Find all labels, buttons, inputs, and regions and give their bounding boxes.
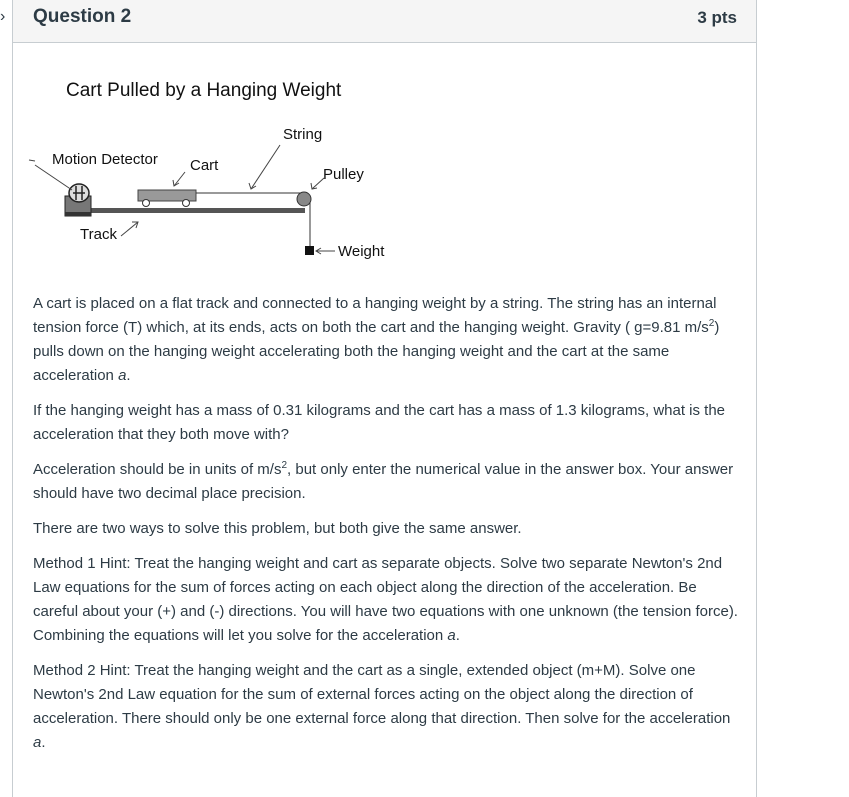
label-cart: Cart: [190, 157, 219, 174]
weight-graphic: [305, 246, 314, 255]
label-track: Track: [80, 226, 117, 243]
label-weight: Weight: [338, 243, 385, 260]
label-motion-detector: Motion Detector: [52, 151, 158, 168]
pulley-graphic: [297, 192, 311, 206]
question-points: 3 pts: [697, 8, 737, 27]
question-title: Question 2: [33, 6, 132, 27]
track-bar: [65, 208, 305, 213]
question-card: [12, 0, 757, 797]
cart-graphic: [138, 190, 196, 207]
label-string: String: [283, 126, 323, 143]
diagram-title: Cart Pulled by a Hanging Weight: [66, 80, 342, 101]
paragraph-two-ways: There are two ways to solve this problem, but both give the same answer.: [33, 520, 522, 537]
motion-detector-graphic: [65, 184, 91, 216]
chevron-right-icon[interactable]: ›: [0, 8, 6, 25]
paragraph-intro: A cart is placed on a flat track and connected to a hanging weight by a string. The string has an internal tension force (T) which, at its ends, acts on both the cart and the hanging weight. Gravity ( g=9.81 $m/s^2$) pulls down on the hanging weight accelerating both the hanging weight and the cart at the same acceleration a.: [33, 295, 720, 384]
question-body: [33, 292, 738, 766]
cart-diagram: [13, 0, 756, 300]
paragraph-method-2: Method 2 Hint: Treat the hanging weight and the cart as a single, extended object (m+M). Solve one Newton's 2nd Law equation for the sum of external forces acting on the object along the direction of acceleration. There should only be one external force along that direction. Then solve for the acceleration a.: [33, 662, 731, 751]
paragraph-method-1: Method 1 Hint: Treat the hanging weight and cart as separate objects. Solve two separate Newton's 2nd Law equations for the sum of forces acting on each object along the direction of the acceleration. Be careful about your (+) and (-) directions. You will have two equations with one unknown (the tension force). Combining the equations will let you solve for the acceleration a.: [33, 555, 738, 644]
paragraph-question: If the hanging weight has a mass of 0.31 kilograms and the cart has a mass of 1.3 kilograms, what is the acceleration that they both move with?: [33, 402, 726, 443]
label-pulley: Pulley: [323, 166, 364, 183]
paragraph-units: Acceleration should be in units of $m/s^2$, but only enter the numerical value in the answer box. Your answer should have two decimal place precision.: [33, 460, 734, 502]
